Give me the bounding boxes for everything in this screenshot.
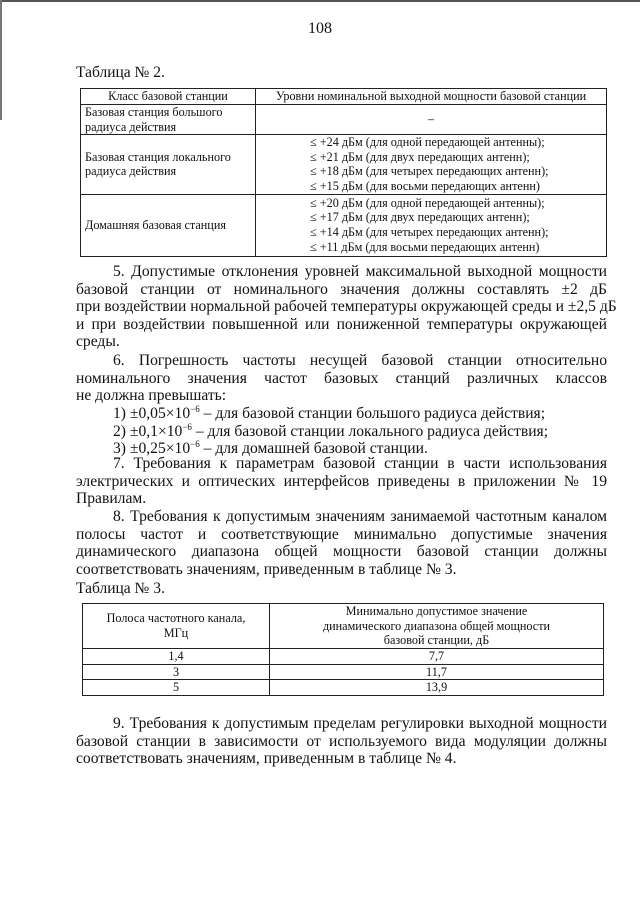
table-row: [81, 135, 607, 194]
table3: [82, 603, 604, 696]
level-line: ≤ +21 дБм (для двух передающих антенн);: [310, 149, 530, 164]
table3-header-band: Полоса частотного канала, МГц: [83, 604, 270, 649]
text-line: электрических и оптических интерфейсов приведены в приложении № 19: [76, 472, 607, 490]
level-line: ≤ +20 дБм (для одной передающей антенны);: [310, 195, 545, 210]
table2-cell-class: Базовая станция локального радиуса действия: [81, 135, 256, 194]
table2-cell-levels: –: [256, 105, 607, 135]
table-row: [81, 194, 607, 256]
level-line: ≤ +15 дБм (для восьми передающих антенн): [310, 178, 540, 193]
table3-cell-band: 5: [83, 680, 270, 696]
text-line: и при воздействии повышенной или пониженной температуры окружающей: [76, 315, 607, 333]
paragraph-5: [76, 263, 617, 351]
paragraph-9: [76, 715, 607, 768]
table2-header-class: Класс базовой станции: [81, 89, 256, 105]
table3-cell-range: 11,7: [270, 664, 604, 680]
level-line: ≤ +17 дБм (для двух передающих антенн);: [310, 210, 530, 225]
paragraph-6: [76, 352, 607, 405]
table3-cell-range: 7,7: [270, 649, 604, 665]
text-line: 7. Требования к параметрам базовой станции в части использования: [113, 455, 607, 472]
table3-cell-band: 1,4: [83, 649, 270, 665]
text-line: среды.: [76, 333, 120, 351]
level-line: ≤ +18 дБм (для четырех передающих антенн);: [310, 164, 549, 179]
scan-edge: [0, 0, 640, 2]
text-line: соответствовать значениям, приведенным в таблице № 3.: [76, 560, 457, 578]
text-line: базовой станции от номинального значения должны составлять ±2 дБ: [76, 280, 607, 298]
list-item: $1) \pm 0,05\times 10^{-6}$ – для базовой станции большого радиуса действия;: [113, 403, 546, 422]
requirements-list: [76, 405, 607, 458]
table2-header-row: [81, 89, 607, 105]
text-line: 8. Требования к допустимым значениям занимаемой частотным каналом: [113, 508, 607, 525]
text-line: динамического диапазона общей мощности базовой станции должны: [76, 543, 607, 561]
paragraph-8: [76, 508, 607, 578]
text-line: базовой станции в зависимости от используемого вида модуляции должны: [76, 732, 607, 750]
table-row: [81, 105, 607, 135]
table2-cell-class: Базовая станция большого радиуса действия: [81, 105, 256, 135]
text-line: 9. Требования к допустимым пределам регулировки выходной мощности: [113, 715, 607, 732]
paragraph-7: [76, 455, 607, 508]
text-line: номинального значения частот базовых станций различных классов: [76, 369, 607, 387]
text-line: 6. Погрешность частоты несущей базовой станции относительно: [113, 352, 607, 369]
table3-caption: Таблица № 3.: [76, 580, 165, 597]
table2-cell-levels: [256, 135, 607, 194]
text-line: не должна превышать:: [76, 387, 227, 405]
table-row: [83, 664, 604, 680]
table3-cell-range: 13,9: [270, 680, 604, 696]
text-line: при воздействии нормальной рабочей температуры окружающей среды и ±2,5 дБ: [76, 298, 617, 316]
scan-edge-left: [0, 0, 2, 120]
level-line: ≤ +11 дБм (для восьми передающих антенн): [310, 239, 540, 254]
page-number: 108: [308, 20, 332, 37]
table2: [80, 88, 607, 257]
list-item: $2) \pm 0,1\times 10^{-6}$ – для базовой станции локального радиуса действия;: [113, 421, 549, 440]
list-item: $3) \pm 0,25\times 10^{-6}$ – для домашней базовой станции.: [113, 439, 428, 458]
table2-header-levels: Уровни номинальной выходной мощности базовой станции: [256, 89, 607, 105]
text-line: полосы частот и соответствующие минимально допустимые значения: [76, 525, 607, 543]
level-line: ≤ +24 дБм (для одной передающей антенны);: [310, 135, 545, 150]
text-line: 5. Допустимые отклонения уровней максимальной выходной мощности: [113, 263, 607, 280]
text-line: соответствовать значениям, приведенным в таблице № 4.: [76, 750, 457, 768]
table3-header-row: [83, 604, 604, 649]
table3-header-range: Минимально допустимое значение динамического диапазона общей мощности базовой станции, дБ: [270, 604, 604, 649]
text-line: Правилам.: [76, 490, 147, 508]
table2-cell-class: Домашняя базовая станция: [81, 194, 256, 256]
table2-cell-levels: [256, 194, 607, 256]
table-row: [83, 649, 604, 665]
table3-cell-band: 3: [83, 664, 270, 680]
table2-caption: Таблица № 2.: [76, 64, 165, 81]
level-line: ≤ +14 дБм (для четырех передающих антенн);: [310, 225, 549, 240]
table-row: [83, 680, 604, 696]
